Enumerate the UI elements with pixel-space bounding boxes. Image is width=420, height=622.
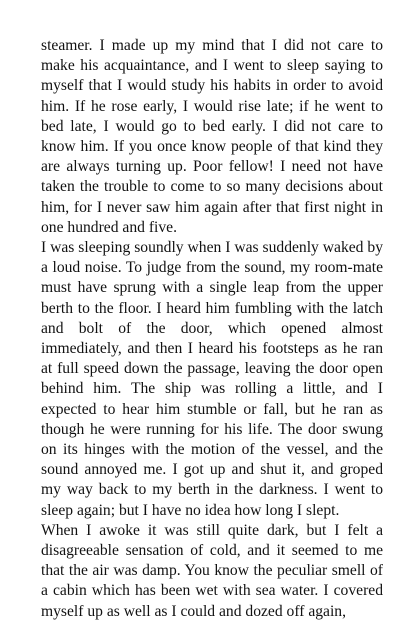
paragraph-2: I was sleeping soundly when I was suddenly waked by a loud noise. To judge from the sound, my room-mate must have sprung with a single leap from the upper berth to the floor. I heard him fumbling with the latch and bolt of the door, which opened almost immediately, and then I heard his footsteps as he ran at full speed down the passage, leaving the door open behind him. The ship was rolling a little, and I expected to hear him stumble or fall, but he ran as though he were running for his life. The door swung on its hinges with the motion of the vessel, and the sound annoyed me. I got up and shut it, and groped my way back to my berth in the darkness. I went to sleep again; but I have no idea how long I slept.: [41, 239, 383, 519]
paragraph-1: steamer. I made up my mind that I did not care to make his acquaintance, and I went to sleep saying to myself that I would study his habits in order to avoid him. If he rose early, I would rise late; if he went to bed late, I would go to bed early. I did not care to know him. If you once know people of that kind they are always turning up. Poor fellow! I need not have taken the trouble to come to so many decisions about him, for I never saw him again after that first night in one hundred and five.: [41, 37, 383, 236]
paragraph-3: When I awoke it was still quite dark, but I felt a disagreeable sensation of cold, and it seemed to me that the air was damp. You know the peculiar smell of a cabin which has been wet with sea water. I covered myself up as well as I could and dozed off again,: [41, 521, 383, 620]
page-text: [41, 36, 383, 622]
